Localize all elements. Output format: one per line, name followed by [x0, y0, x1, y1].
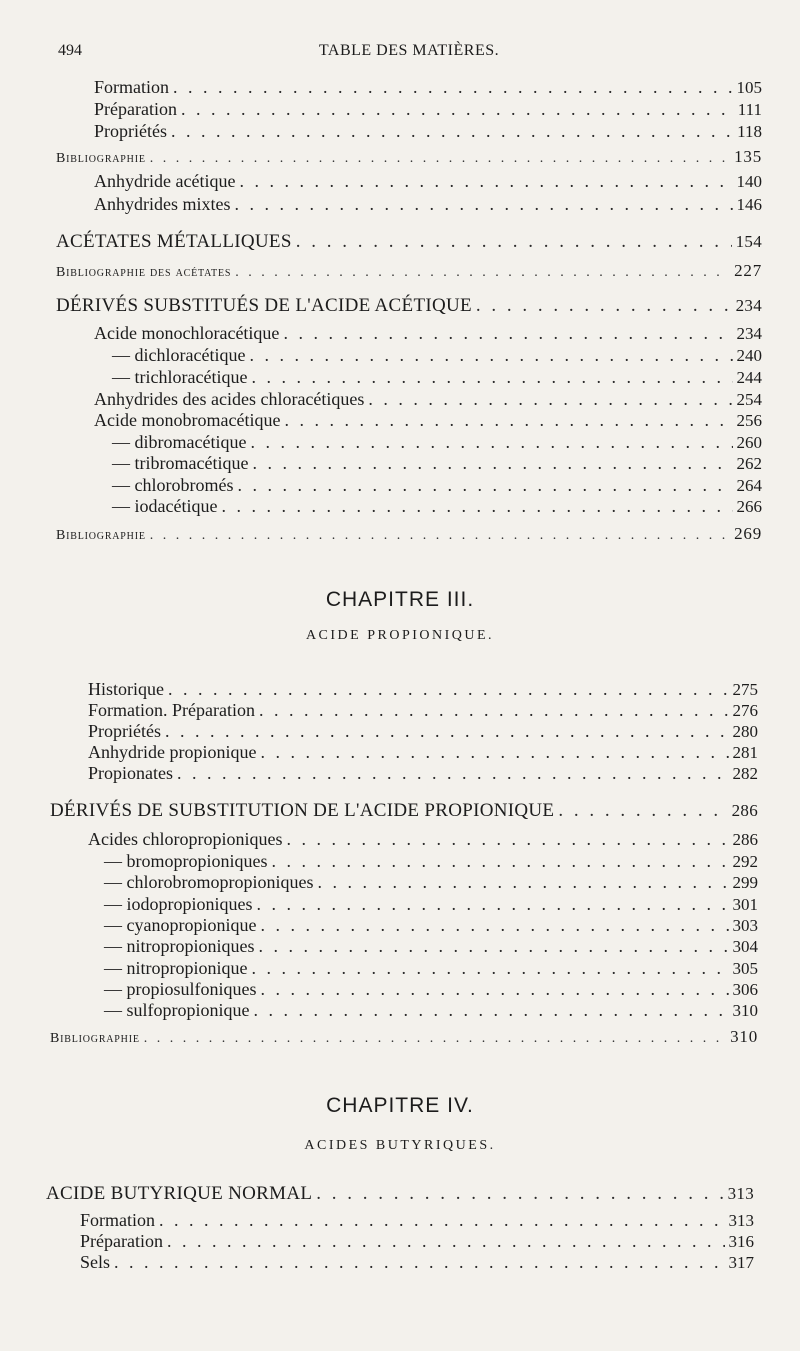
page-header	[58, 42, 760, 68]
toc-page: 111	[737, 100, 762, 119]
toc-entry: — propiosulfoniques . . . 306	[104, 978, 758, 1001]
toc-entry: Préparation . . . 111	[94, 98, 762, 121]
toc-page: 256	[736, 411, 762, 430]
toc-entry: Acide monobromacétique . . . 256	[94, 409, 762, 432]
toc-entry: — iodacétique . . . 266	[112, 495, 762, 518]
toc-entry-bibliography: Bibliographie . . . 310	[50, 1026, 758, 1050]
toc-page: 227	[734, 261, 762, 280]
toc-page: 316	[728, 1232, 754, 1251]
toc-page: 310	[732, 1001, 758, 1020]
toc-entry: Propriétés . . . 118	[94, 120, 762, 143]
toc-heading: DÉRIVÉS DE SUBSTITUTION DE L'ACIDE PROPIONIQUE . . . 286	[50, 800, 758, 822]
toc-page: 234	[736, 324, 762, 343]
toc-page: 264	[736, 476, 762, 495]
toc-entry: Anhydrides des acides chloracétiques . . . 254	[94, 388, 762, 411]
toc-page: 306	[732, 980, 758, 999]
toc-page: 303	[732, 916, 758, 935]
toc-page: 310	[730, 1027, 758, 1046]
toc-entry: Acide monochloracétique . . . 234	[94, 322, 762, 345]
toc-page: 254	[736, 390, 762, 409]
toc-entry: — dibromacétique . . . 260	[112, 431, 762, 454]
toc-page: 154	[735, 232, 762, 251]
toc-page: 118	[737, 122, 762, 141]
toc-page: 305	[732, 959, 758, 978]
toc-entry-bibliography: Bibliographie . . . 269	[56, 523, 762, 547]
toc-entry: Historique . . . 275	[88, 678, 758, 701]
toc-entry: Formation . . . 105	[94, 76, 762, 99]
toc-entry: — bromopropioniques . . . 292	[104, 850, 758, 873]
toc-entry: — trichloracétique . . . 244	[112, 366, 762, 389]
chapter-subtitle: ACIDE PROPIONIQUE.	[305, 628, 495, 643]
toc-page: 262	[736, 454, 762, 473]
toc-page: 135	[734, 147, 762, 166]
toc-page: 313	[727, 1184, 754, 1203]
toc-entry: — tribromacétique . . . 262	[112, 452, 762, 475]
toc-page: 317	[728, 1253, 754, 1272]
chapter-title: CHAPITRE III.	[325, 588, 475, 611]
toc-page: 276	[732, 701, 758, 720]
toc-page: 281	[732, 743, 758, 762]
toc-heading: ACIDE BUTYRIQUE NORMAL . . . 313	[46, 1183, 754, 1205]
toc-entry: — dichloracétique . . . 240	[112, 344, 762, 367]
toc-entry: — cyanopropionique . . . 303	[104, 914, 758, 937]
toc-page: 304	[732, 937, 758, 956]
toc-page: 146	[736, 195, 762, 214]
toc-entry: — chlorobromopropioniques . . . 299	[104, 871, 758, 894]
toc-page: 234	[735, 296, 762, 315]
toc-page: 240	[736, 346, 762, 365]
toc-page: 269	[734, 524, 762, 543]
toc-entry: Anhydrides mixtes . . . 146	[94, 193, 762, 216]
running-title: TABLE DES MATIÈRES.	[318, 42, 500, 59]
toc-page: 292	[732, 852, 758, 871]
toc-entry: Anhydride acétique . . . 140	[94, 170, 762, 193]
toc-entry: Propionates . . . 282	[88, 762, 758, 785]
toc-entry: Sels . . . 317	[80, 1251, 754, 1274]
toc-entry-bibliography: Bibliographie des acétates . . . 227	[56, 260, 762, 284]
toc-page: 299	[732, 873, 758, 892]
toc-entry-bibliography: Bibliographie . . . 135	[56, 146, 762, 170]
toc-entry: — iodopropioniques . . . 301	[104, 893, 758, 916]
toc-page: 282	[732, 764, 758, 783]
toc-entry: Formation . . . 313	[80, 1209, 754, 1232]
toc-entry: — nitropropionique . . . 305	[104, 957, 758, 980]
toc-page: 140	[736, 172, 762, 191]
chapter-subtitle: ACIDES BUTYRIQUES.	[304, 1138, 496, 1153]
chapter-title: CHAPITRE IV.	[326, 1094, 474, 1117]
toc-entry: Anhydride propionique . . . 281	[88, 741, 758, 764]
toc-page: 275	[732, 680, 758, 699]
toc-page: 260	[736, 433, 762, 452]
toc-heading: ACÉTATES MÉTALLIQUES . . . 154	[56, 231, 762, 253]
toc-page: 266	[736, 497, 762, 516]
toc-page: 286	[731, 801, 758, 820]
toc-page: 301	[732, 895, 758, 914]
toc-page: 280	[732, 722, 758, 741]
toc-entry: Formation. Préparation . . . 276	[88, 699, 758, 722]
toc-entry: Propriétés . . . 280	[88, 720, 758, 743]
toc-page: 105	[736, 78, 762, 97]
toc-page: 313	[728, 1211, 754, 1230]
toc-entry: — sulfopropionique . . . 310	[104, 999, 758, 1022]
toc-page: 244	[736, 368, 762, 387]
toc-page: 286	[732, 830, 758, 849]
page-number: 494	[58, 42, 82, 59]
toc-entry: — nitropropioniques . . . 304	[104, 935, 758, 958]
toc-heading: DÉRIVÉS SUBSTITUÉS DE L'ACIDE ACÉTIQUE . . . 234	[56, 295, 762, 317]
toc-entry: — chlorobromés . . . 264	[112, 474, 762, 497]
toc-entry: Acides chloropropioniques . . . 286	[88, 828, 758, 851]
toc-entry: Préparation . . . 316	[80, 1230, 754, 1253]
